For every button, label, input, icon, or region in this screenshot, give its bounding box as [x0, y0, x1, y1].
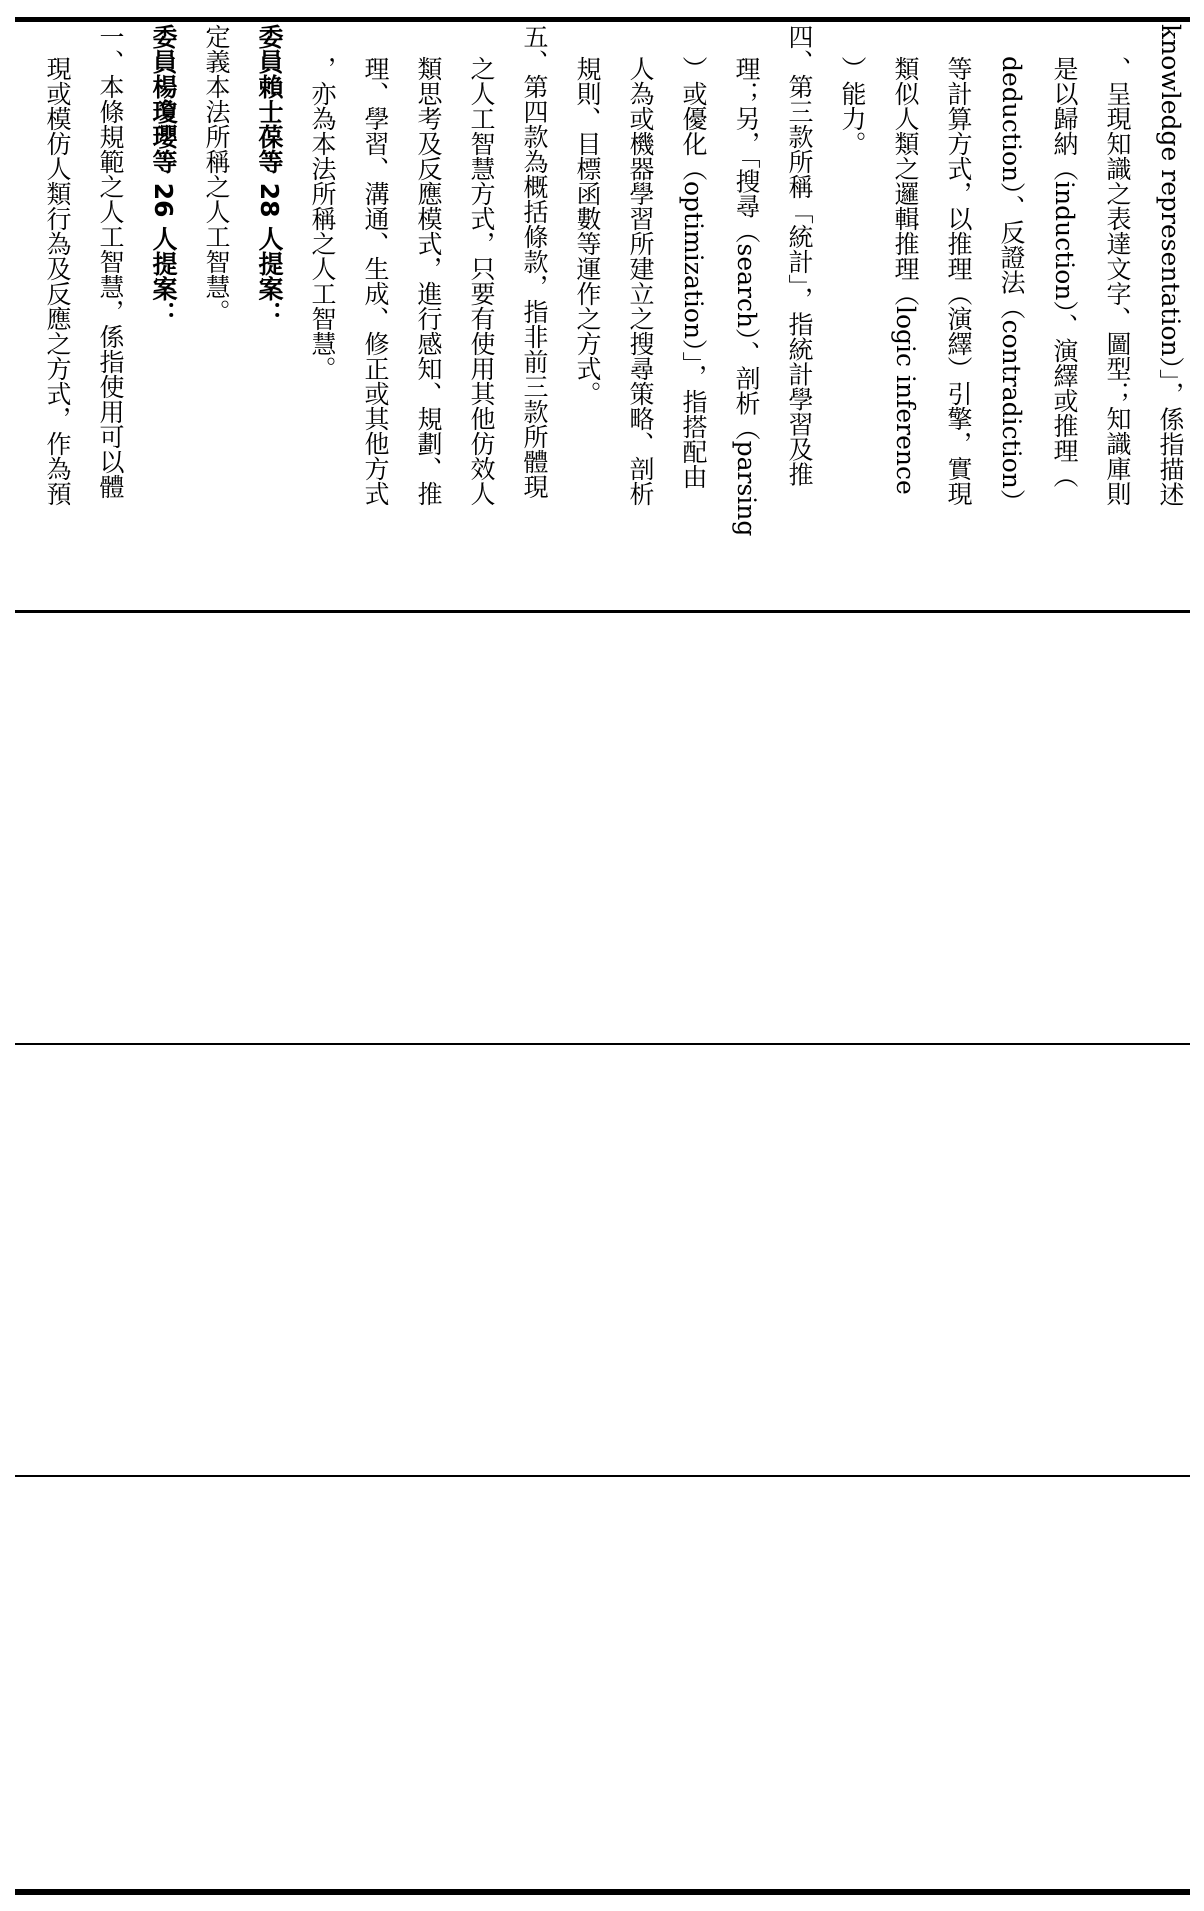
text-line: ）能力。	[838, 56, 867, 156]
text-line: 類思考及反應模式，進行感知、規劃、推	[414, 56, 443, 506]
proposal-heading: 委員賴士葆等 28 人提案：	[255, 24, 284, 327]
text-line: 是以歸納（induction）、演繹或推理（	[1050, 56, 1079, 488]
text-line: 四、第三款所稱「統計」，指統計學習及推	[785, 24, 814, 487]
table-bottom-border	[15, 1889, 1190, 1895]
text-line: 一、本條規範之人工智慧，係指使用可以體	[96, 24, 125, 499]
explanation-cell	[24, 24, 1184, 608]
text-line: 等計算方式，以推理（演繹）引擎，實現	[944, 56, 973, 506]
text-line: 理；另，「搜尋（search）、剖析（parsing	[732, 56, 761, 537]
explanation-text	[24, 24, 1190, 608]
empty-table-cell	[15, 1477, 1190, 1889]
text-line: 五、第四款為概括條款，指非前三款所體現	[520, 24, 549, 499]
empty-table-cell	[15, 1045, 1190, 1475]
text-line: ）或優化（optimization）」，指搭配由	[679, 56, 708, 490]
text-line: 理、學習、溝通、生成、修正或其他方式	[361, 56, 390, 506]
text-line: ，亦為本法所稱之人工智慧。	[308, 56, 337, 381]
proposal-heading: 委員楊瓊瓔等 26 人提案：	[149, 24, 178, 327]
text-line: 人為或機器學習所建立之搜尋策略、剖析	[626, 56, 655, 506]
text-line: 定義本法所稱之人工智慧。	[202, 24, 231, 324]
text-line: 、呈現知識之表達文字、圖型；知識庫則	[1103, 56, 1132, 506]
text-line: 現或模仿人類行為及反應之方式，作為預	[43, 56, 72, 506]
text-line: 規則、目標函數等運作之方式。	[573, 56, 602, 406]
empty-table-cell	[15, 613, 1190, 1043]
text-line: knowledge representation）」，係指描述	[1156, 24, 1185, 507]
text-line: 類似人類之邏輯推理（logic inference	[891, 56, 920, 495]
table-top-border	[15, 17, 1190, 22]
text-line: deduction）、反證法（contradiction）	[997, 56, 1026, 514]
text-line: 之人工智慧方式，只要有使用其他仿效人	[467, 56, 496, 506]
